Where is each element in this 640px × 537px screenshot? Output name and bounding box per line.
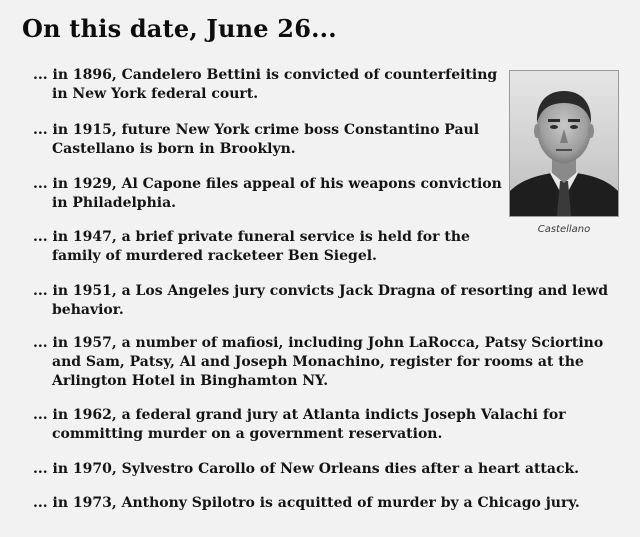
page-title: On this date, June 26... bbox=[22, 14, 337, 43]
entry-1957: ... in 1957, a number of mafiosi, including John LaRocca, Patsy Sciortino and Sam, Patsy, Al and Joseph Monachino, register for rooms at the Arlington Hotel in Binghamton NY. bbox=[33, 335, 604, 389]
entry-1962: ... in 1962, a federal grand jury at Atlanta indicts Joseph Valachi for committing murder on a government reservation. bbox=[33, 407, 566, 442]
entry-1915: ... in 1915, future New York crime boss Constantino Paul Castellano is born in Brooklyn. bbox=[33, 122, 480, 157]
portrait-illustration bbox=[510, 71, 618, 216]
entry-1951: ... in 1951, a Los Angeles jury convicts Jack Dragna of resorting and lewd behavior. bbox=[33, 283, 609, 318]
entry-1970: ... in 1970, Sylvestro Carollo of New Orleans dies after a heart attack. bbox=[33, 461, 580, 477]
entry-1947: ... in 1947, a brief private funeral service is held for the family of murdered racketeer Ben Siegel. bbox=[33, 229, 470, 264]
entry-1973: ... in 1973, Anthony Spilotro is acquitted of murder by a Chicago jury. bbox=[33, 495, 580, 511]
castellano-photo bbox=[509, 70, 619, 217]
photo-caption: Castellano bbox=[537, 224, 591, 235]
entry-1929: ... in 1929, Al Capone files appeal of his weapons conviction in Philadelphia. bbox=[33, 176, 502, 211]
entry-1896: ... in 1896, Candelero Bettini is convicted of counterfeiting in New York federal court. bbox=[33, 67, 498, 102]
